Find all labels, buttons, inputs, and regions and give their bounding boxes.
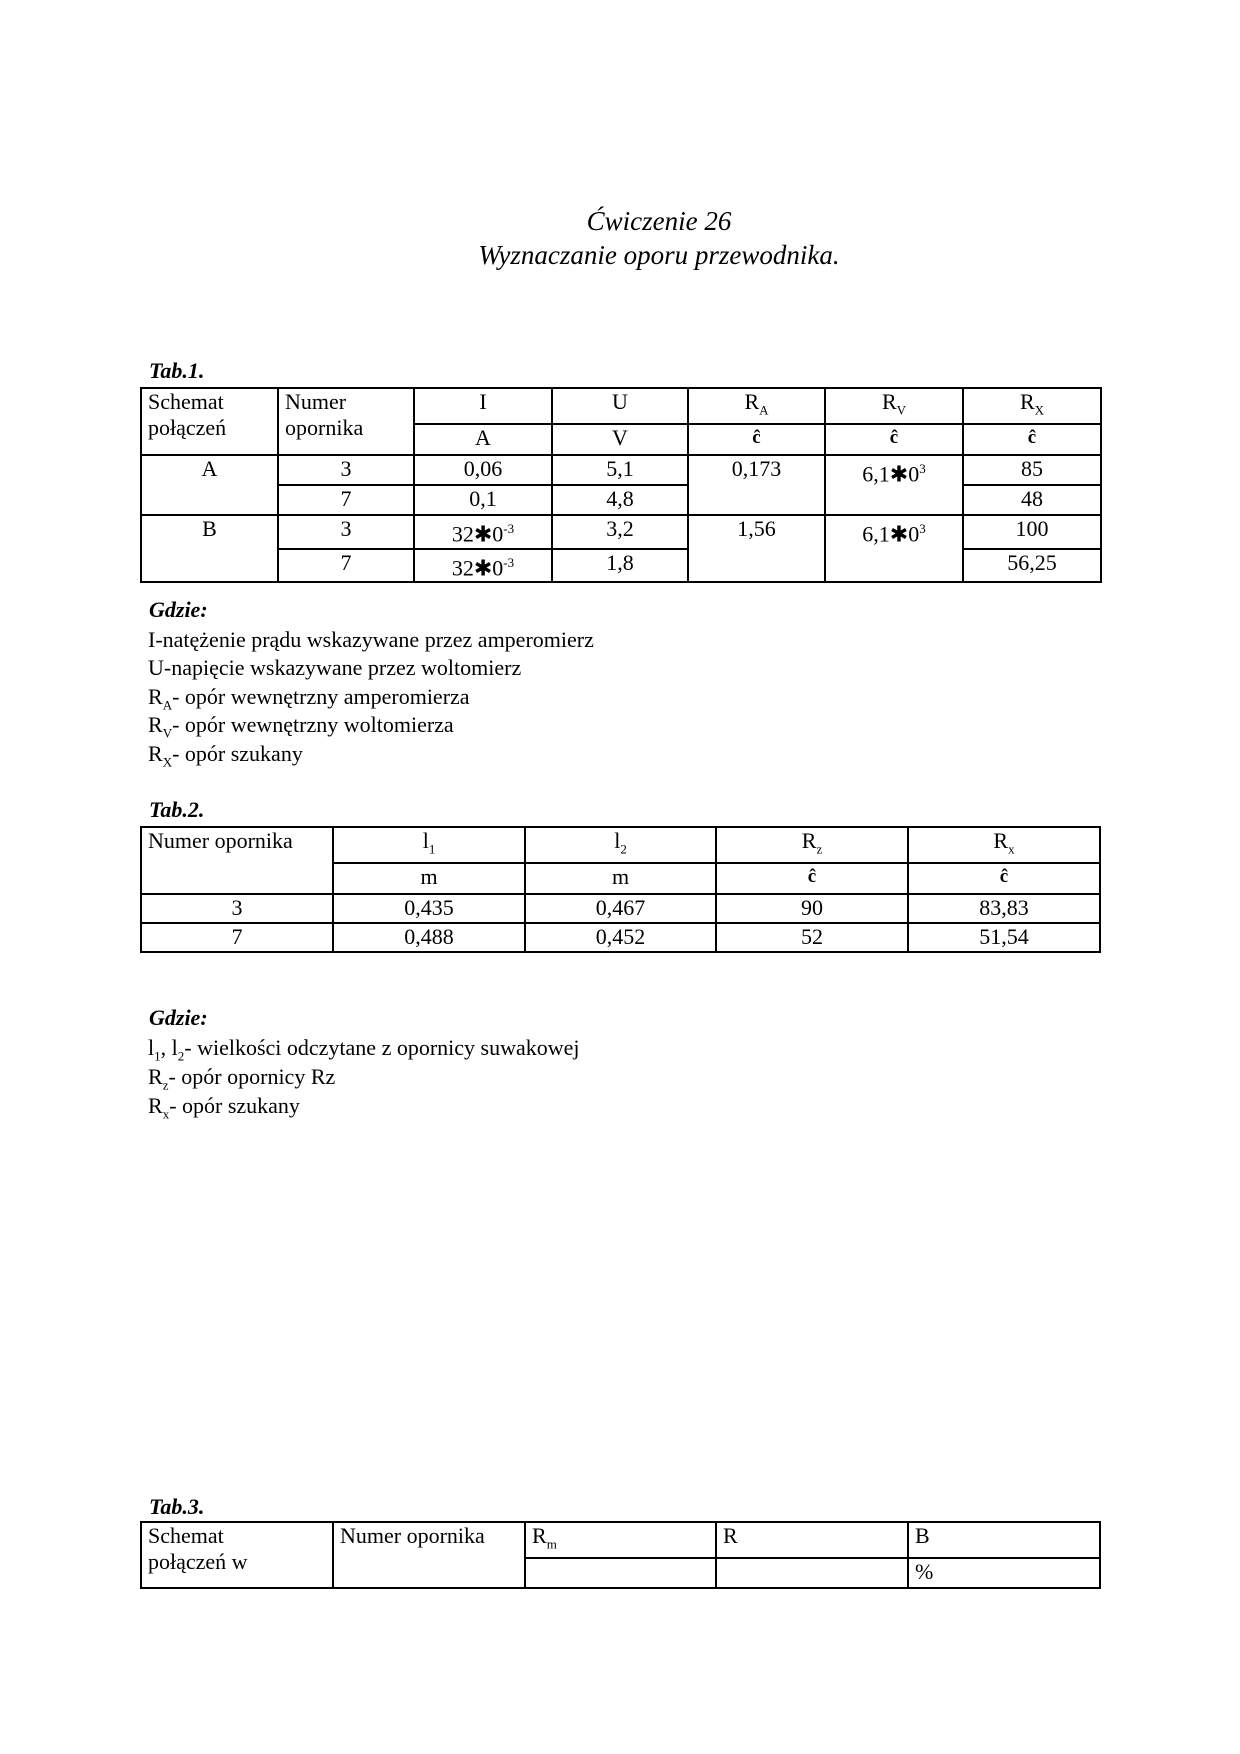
cell-Rz: 52 bbox=[716, 923, 908, 952]
unit-Rm bbox=[525, 1558, 716, 1588]
hdr-I: I bbox=[414, 388, 552, 424]
hdr-R: R bbox=[716, 1522, 908, 1558]
tab1-label: Tab.1. bbox=[149, 358, 205, 383]
legend1-heading: Gdzie: bbox=[149, 597, 208, 622]
cell-I: $32✱0^{-3}$ bbox=[414, 515, 552, 548]
unit-Rz: ĉ bbox=[716, 863, 908, 894]
doc-title: Ćwiczenie 26 bbox=[586, 206, 732, 236]
legend1-line: $R_X-$ opór szukany bbox=[148, 741, 303, 770]
cell-Rz: 90 bbox=[716, 894, 908, 923]
cell-numer: 3 bbox=[278, 515, 414, 548]
table-row bbox=[141, 923, 1100, 952]
cell-RV: $6,1✱0^3$ bbox=[825, 455, 963, 515]
cell-RX: 85 bbox=[963, 455, 1101, 485]
cell-l2: 0,467 bbox=[525, 894, 716, 923]
hdr-l1: $l_1$ bbox=[333, 827, 525, 863]
cell-RX: 56,25 bbox=[963, 549, 1101, 582]
hdr-Rm: $R_m$ bbox=[525, 1522, 716, 1558]
unit-B: % bbox=[908, 1558, 1100, 1588]
legend2-heading: Gdzie: bbox=[149, 1005, 208, 1030]
hdr-numer: Numer opornika bbox=[141, 827, 333, 894]
cell-U: 4,8 bbox=[552, 485, 688, 515]
unit-RX: ĉ bbox=[963, 424, 1101, 455]
cell-schemat: A bbox=[141, 455, 278, 515]
hdr-l2: $l_2$ bbox=[525, 827, 716, 863]
cell-RX: 100 bbox=[963, 515, 1101, 548]
cell-RA: 0,173 bbox=[688, 455, 825, 515]
cell-I: 0,06 bbox=[414, 455, 552, 485]
legend1-line: I-natężenie prądu wskazywane przez amperomierz bbox=[148, 627, 594, 652]
legend2-line: $R_x-$ opór szukany bbox=[148, 1093, 300, 1122]
hdr-B: B bbox=[908, 1522, 1100, 1558]
hdr-schemat: Schemat połączeń w bbox=[141, 1522, 333, 1588]
cell-numer: 7 bbox=[278, 485, 414, 515]
cell-RX: 48 bbox=[963, 485, 1101, 515]
cell-numer: 7 bbox=[141, 923, 333, 952]
table-row bbox=[141, 894, 1100, 923]
tab3-label: Tab.3. bbox=[149, 1494, 205, 1519]
unit-l1: m bbox=[333, 863, 525, 894]
table-row bbox=[141, 515, 1101, 548]
cell-l1: 0,488 bbox=[333, 923, 525, 952]
cell-RA: 1,56 bbox=[688, 515, 825, 582]
table-3 bbox=[140, 1521, 1101, 1589]
legend2-line: $R_z-$ opór opornicy Rz bbox=[148, 1064, 336, 1093]
cell-Rx: 51,54 bbox=[908, 923, 1100, 952]
cell-Rx: 83,83 bbox=[908, 894, 1100, 923]
unit-l2: m bbox=[525, 863, 716, 894]
cell-numer: 7 bbox=[278, 549, 414, 582]
hdr-numer: Numer opornika bbox=[333, 1522, 525, 1588]
cell-l2: 0,452 bbox=[525, 923, 716, 952]
hdr-numer: Numer opornika bbox=[278, 388, 414, 455]
legend2-line: $l_1$, $l_2-$ wielkości odczytane z opornicy suwakowej bbox=[148, 1035, 580, 1064]
cell-l1: 0,435 bbox=[333, 894, 525, 923]
table-1 bbox=[140, 387, 1102, 583]
unit-Rx: ĉ bbox=[908, 863, 1100, 894]
hdr-RA: $R_A$ bbox=[688, 388, 825, 424]
hdr-U: U bbox=[552, 388, 688, 424]
unit-R bbox=[716, 1558, 908, 1588]
hdr-schemat: Schemat połączeń bbox=[141, 388, 278, 455]
hdr-RX: $R_X$ bbox=[963, 388, 1101, 424]
unit-RV: ĉ bbox=[825, 424, 963, 455]
unit-U: V bbox=[552, 424, 688, 455]
cell-U: 5,1 bbox=[552, 455, 688, 485]
table-row bbox=[141, 455, 1101, 485]
doc-subtitle: Wyznaczanie oporu przewodnika. bbox=[478, 240, 840, 270]
legend1-line: $R_A-$ opór wewnętrzny amperomierza bbox=[148, 684, 470, 713]
hdr-RV: $R_V$ bbox=[825, 388, 963, 424]
hdr-Rz: $R_z$ bbox=[716, 827, 908, 863]
cell-U: 1,8 bbox=[552, 549, 688, 582]
cell-numer: 3 bbox=[141, 894, 333, 923]
cell-RV: $6,1✱0^3$ bbox=[825, 515, 963, 582]
table-2 bbox=[140, 826, 1101, 953]
cell-I: $32✱0^{-3}$ bbox=[414, 549, 552, 582]
cell-schemat: B bbox=[141, 515, 278, 582]
unit-RA: ĉ bbox=[688, 424, 825, 455]
cell-I: 0,1 bbox=[414, 485, 552, 515]
legend1-line: $R_V-$ opór wewnętrzny woltomierza bbox=[148, 712, 454, 741]
legend1-line: U-napięcie wskazywane przez woltomierz bbox=[148, 655, 522, 680]
unit-I: A bbox=[414, 424, 552, 455]
tab2-label: Tab.2. bbox=[149, 797, 205, 822]
cell-U: 3,2 bbox=[552, 515, 688, 548]
cell-numer: 3 bbox=[278, 455, 414, 485]
hdr-Rx: $R_x$ bbox=[908, 827, 1100, 863]
